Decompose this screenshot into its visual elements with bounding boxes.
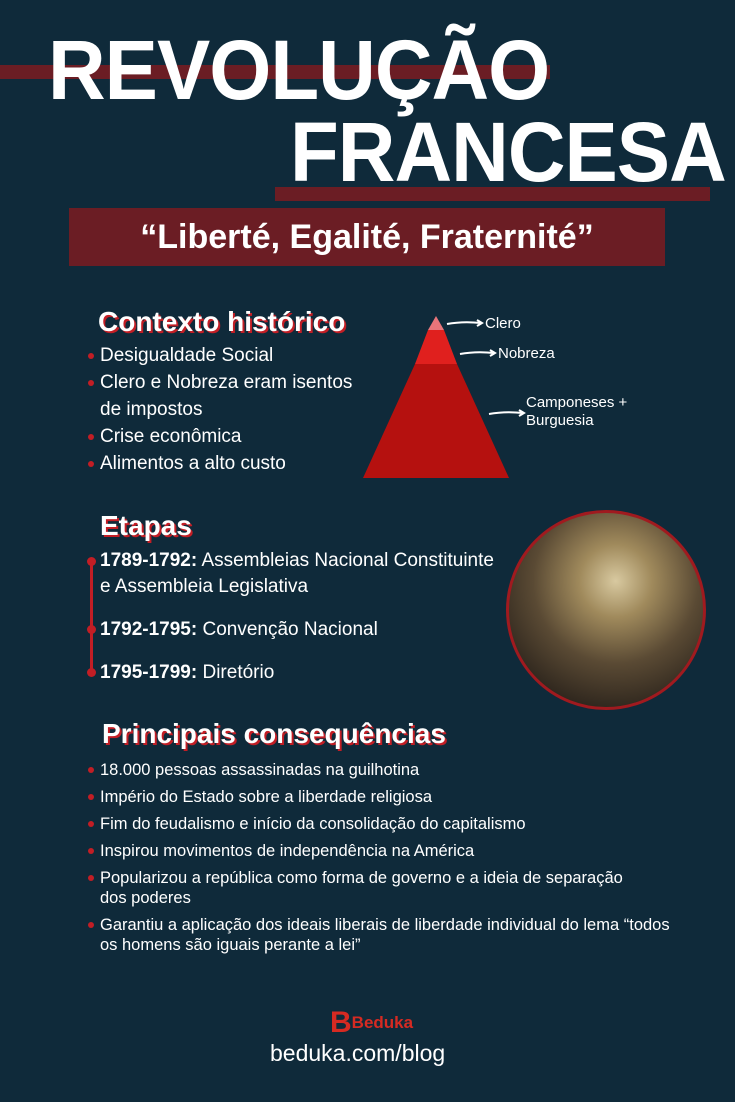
- etapa-text: Convenção Nacional: [202, 619, 378, 640]
- consequencias-list: [88, 760, 688, 962]
- list-item: Crise econômica: [88, 423, 358, 450]
- consequencias-heading: Principais consequências: [102, 718, 446, 749]
- etapa-item: [100, 660, 274, 686]
- etapa-period: 1792-1795:: [100, 619, 198, 640]
- social-pyramid: [360, 310, 515, 480]
- list-item: Clero e Nobreza eram isentos de impostos: [88, 369, 358, 423]
- motto-banner: “Liberté, Egalité, Fraternité”: [69, 208, 665, 266]
- arrow-icon: [487, 408, 527, 418]
- etapa-period: 1795-1799:: [100, 662, 198, 683]
- timeline-line: [90, 560, 93, 672]
- beduka-b-icon: B: [330, 1006, 352, 1039]
- footer-url[interactable]: beduka.com/blog: [270, 1040, 446, 1066]
- list-item: Inspirou movimentos de independência na América: [88, 841, 688, 861]
- etapa-text: Assembleias Nacional Constituinte e Assembleia Legislativa: [100, 550, 494, 597]
- etapa-period: 1789-1792:: [100, 550, 198, 571]
- etapa-item: [100, 617, 378, 643]
- list-item: Desigualdade Social: [88, 342, 358, 369]
- etapa-item: [100, 548, 500, 600]
- pyramid-nobreza: [415, 330, 457, 364]
- contexto-list: [88, 342, 358, 477]
- beduka-logo: [330, 1008, 413, 1038]
- pyramid-camponeses: [363, 364, 509, 478]
- timeline-dot: [87, 625, 96, 634]
- title-line-1: REVOLUÇÃO: [48, 23, 550, 117]
- arrow-icon: [458, 348, 498, 358]
- etapa-text: Diretório: [202, 662, 275, 683]
- arrow-icon: [445, 318, 485, 328]
- etapas-heading: Etapas: [100, 510, 192, 541]
- label-camponeses: Camponeses + Burguesia: [526, 394, 628, 429]
- list-item: 18.000 pessoas assassinadas na guilhotina: [88, 760, 688, 780]
- list-item: Império do Estado sobre a liberdade religiosa: [88, 787, 688, 807]
- label-nobreza: Nobreza: [498, 345, 555, 362]
- liberty-painting: [506, 510, 706, 710]
- list-item: Fim do feudalismo e início da consolidação do capitalismo: [88, 814, 688, 834]
- brand-name: Beduka: [351, 1013, 414, 1032]
- label-clero: Clero: [485, 315, 521, 332]
- list-item: Garantiu a aplicação dos ideais liberais de liberdade individual do lema “todos os homens são iguais perante a lei”: [88, 915, 688, 955]
- timeline-dot: [87, 668, 96, 677]
- list-item: Alimentos a alto custo: [88, 450, 358, 477]
- timeline-dot: [87, 557, 96, 566]
- pyramid-clero: [428, 316, 444, 330]
- contexto-heading: Contexto histórico: [98, 306, 346, 337]
- title-line-2: FRANCESA: [290, 105, 726, 199]
- list-item: Popularizou a república como forma de governo e a ideia de separação dos poderes: [88, 868, 648, 908]
